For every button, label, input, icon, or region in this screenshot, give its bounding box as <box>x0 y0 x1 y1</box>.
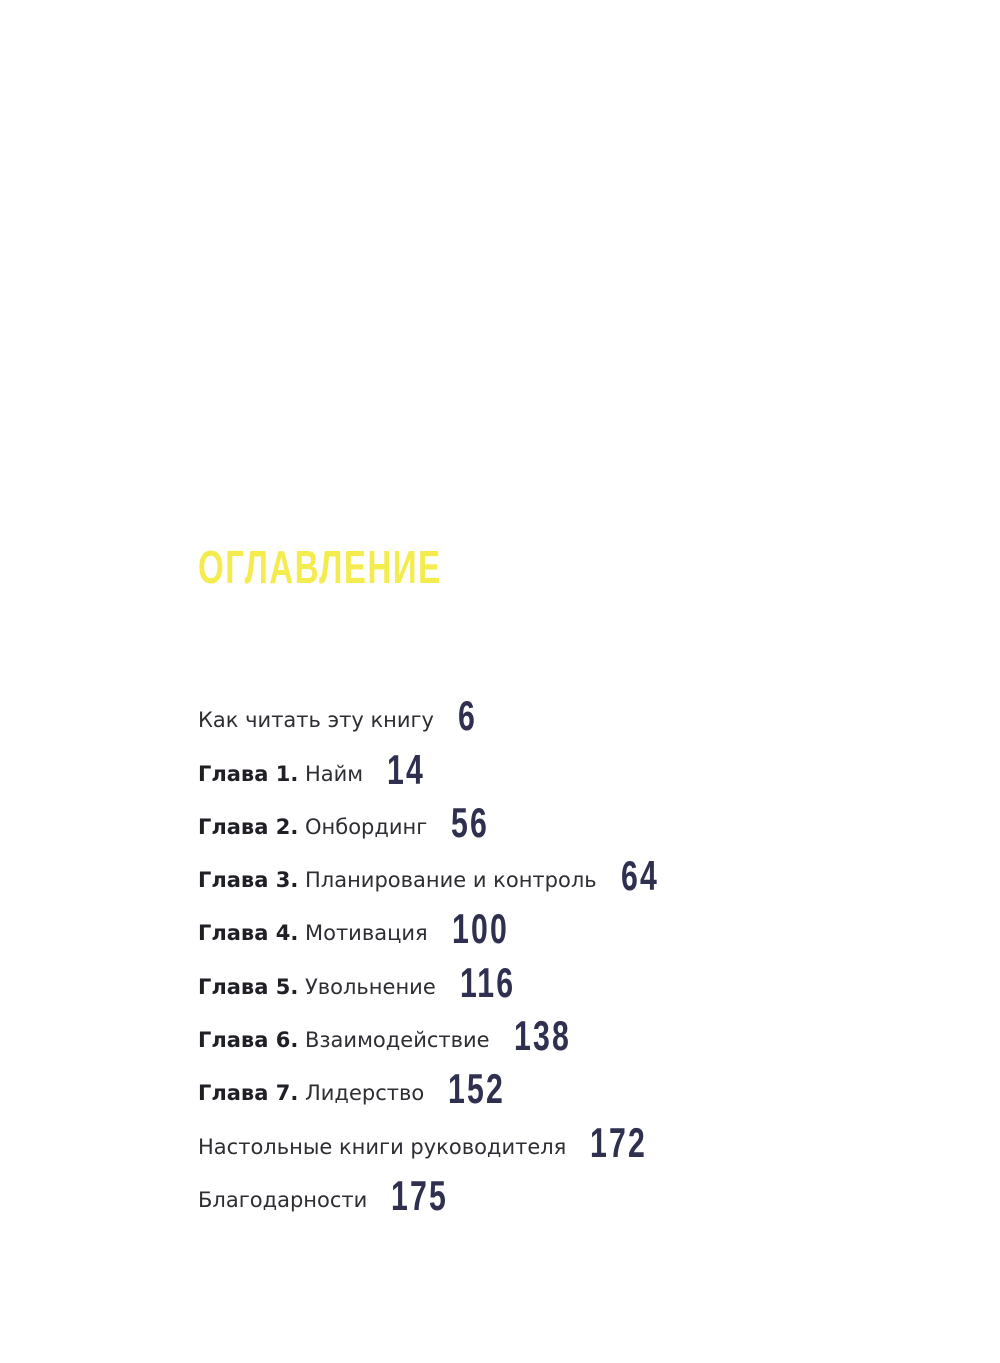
entry-title: Взаимодействие <box>304 1028 490 1053</box>
page-number: 56 <box>451 798 490 846</box>
page-number: 116 <box>459 958 516 1006</box>
entry-label <box>198 923 428 954</box>
entry-label <box>198 1083 424 1114</box>
toc-entry-chapter-7[interactable] <box>198 1061 673 1114</box>
toc-entry-chapter-3[interactable] <box>198 848 673 901</box>
entry-label <box>198 814 428 848</box>
entry-label <box>198 1030 490 1061</box>
chapter-prefix: Глава 1. <box>198 761 299 786</box>
entry-title: Мотивация <box>304 921 428 946</box>
entry-label <box>198 1187 368 1221</box>
toc-entry-acknowledgements[interactable] <box>198 1168 673 1221</box>
page-number: 64 <box>620 852 659 900</box>
entry-title: Как читать эту книгу <box>198 708 434 733</box>
page-number: 138 <box>513 1012 571 1060</box>
page-number: 172 <box>590 1118 648 1166</box>
chapter-prefix: Глава 2. <box>198 814 299 839</box>
page-number: 100 <box>451 905 509 953</box>
toc-entry-chapter-4[interactable] <box>198 901 673 954</box>
entry-label <box>198 710 434 741</box>
toc-entry-how-to-read[interactable] <box>198 688 673 741</box>
entry-title: Настольные книги руководителя <box>198 1134 567 1159</box>
chapter-prefix: Глава 5. <box>198 974 299 999</box>
chapter-prefix: Глава 7. <box>198 1081 299 1106</box>
entry-title: Лидерство <box>304 1081 425 1106</box>
entry-label <box>198 1134 567 1168</box>
table-of-contents <box>198 688 673 1221</box>
toc-entry-chapter-1[interactable] <box>198 741 673 794</box>
toc-entry-chapter-2[interactable] <box>198 795 673 848</box>
entry-title: Благодарности <box>198 1187 368 1212</box>
toc-entry-chapter-5[interactable] <box>198 954 673 1007</box>
toc-entry-desk-books[interactable] <box>198 1114 673 1167</box>
page-number: 175 <box>391 1171 449 1219</box>
page-number: 152 <box>448 1065 506 1113</box>
chapter-prefix: Глава 6. <box>198 1028 299 1053</box>
page-title: ОГЛАВЛЕНИЕ <box>198 541 442 593</box>
entry-title: Найм <box>304 761 364 786</box>
entry-title: Онбординг <box>304 814 428 839</box>
toc-entry-chapter-6[interactable] <box>198 1008 673 1061</box>
entry-title: Планирование и контроль <box>304 868 597 893</box>
entry-label <box>198 761 364 795</box>
page-number: 14 <box>387 745 426 793</box>
entry-title: Увольнение <box>304 974 436 999</box>
chapter-prefix: Глава 4. <box>198 921 299 946</box>
entry-label <box>198 974 436 1008</box>
chapter-prefix: Глава 3. <box>198 868 299 893</box>
page-number: 6 <box>457 692 477 740</box>
entry-label <box>198 870 597 901</box>
